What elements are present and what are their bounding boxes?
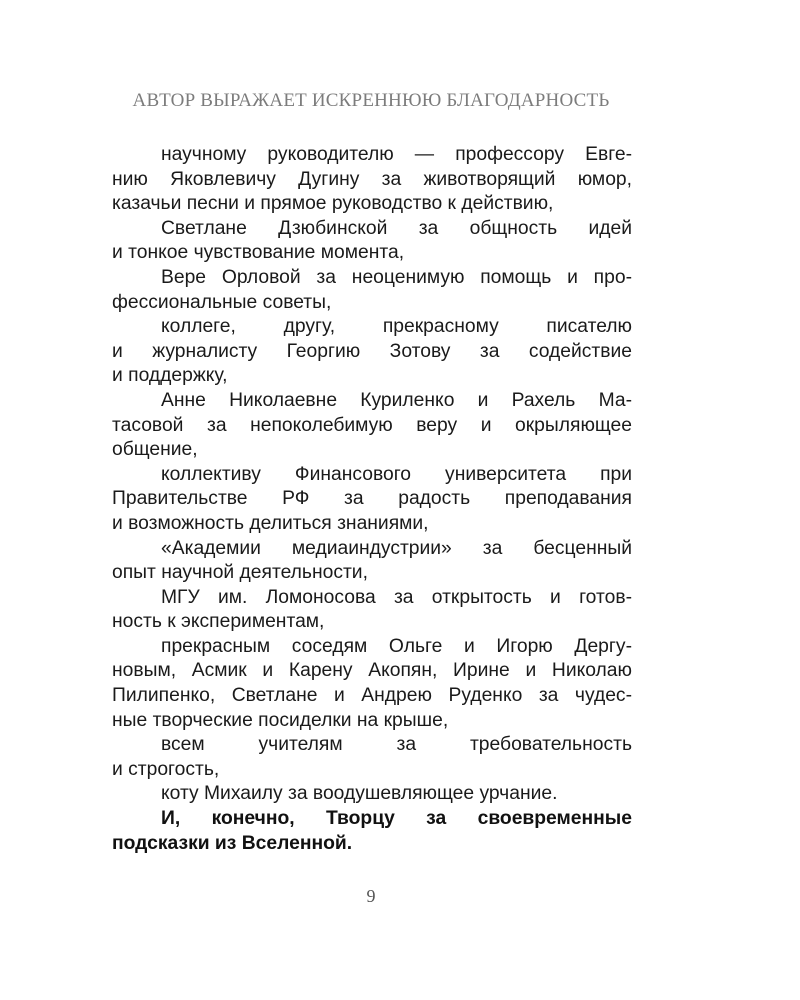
text-line: Правительстве РФ за радость преподавания [112,488,632,510]
page-number: 9 [366,886,376,906]
text-line: тасовой за непоколебимую веру и окрыляющее [112,414,632,436]
text-line: коллеге, другу, прекрасному писателю [161,316,632,338]
acknowledgements-text [112,143,632,856]
text-line: новым, Асмик и Карену Акопян, Ирине и Николаю [112,660,632,682]
text-line: ные творческие посиделки на крыше, [112,709,449,731]
text-line: нию Яковлевичу Дугину за животворящий юмор, [112,168,632,190]
text-line: Анне Николаевне Куриленко и Рахель Ма- [161,389,632,411]
text-line: всем учителям за требовательность [161,734,632,756]
text-line: «Академии медиаиндустрии» за бесценный [161,537,632,559]
text-line: фессиональные советы, [112,291,332,313]
text-line: и возможность делиться знаниями, [112,512,429,534]
text-line: научному руководителю — профессору Евге- [161,144,632,165]
text-line: Вере Орловой за неоценимую помощь и про- [161,266,632,288]
text-line: общение, [112,439,198,461]
page-heading: АВТОР ВЫРАЖАЕТ ИСКРЕННЮЮ БЛАГОДАРНОСТЬ [132,90,610,111]
text-line: коллективу Финансового университета при [161,463,632,485]
text-line: и поддержку, [112,365,228,387]
text-line: МГУ им. Ломоносова за открытость и готов- [161,586,632,608]
text-line: коту Михаилу за воодушевляющее урчание. [161,783,558,805]
text-line: прекрасным соседям Ольге и Игорю Дергу- [161,635,632,657]
text-line: и тонкое чувствование момента, [112,242,405,264]
closing-line-bold: И, конечно, Творцу за своевременные [161,808,632,830]
text-line: и строгость, [112,758,220,780]
text-line: Светлане Дзюбинской за общность идей [161,217,632,239]
text-line: опыт научной деятельности, [112,562,368,584]
text-line: казачьи песни и прямое руководство к действию, [112,193,554,215]
closing-line-bold: подсказки из Вселенной. [112,832,353,854]
text-line: ность к экспериментам, [112,611,325,633]
text-line: и журналисту Георгию Зотову за содействие [112,340,632,362]
text-line: Пилипенко, Светлане и Андрею Руденко за чудес- [112,685,632,707]
